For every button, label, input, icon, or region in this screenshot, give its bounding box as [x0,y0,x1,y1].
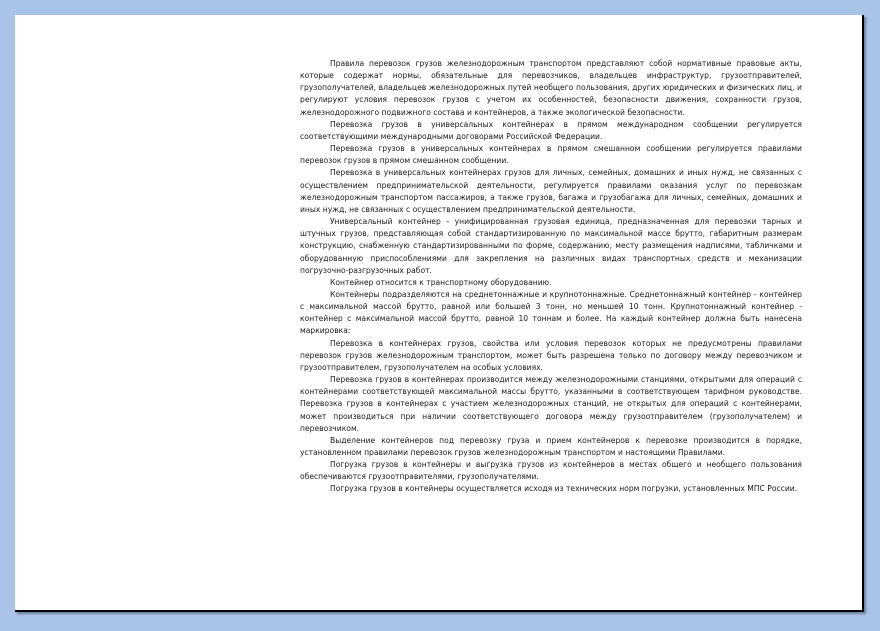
paragraph: Перевозка грузов в контейнерах производится между железнодорожными станциями, открытыми для операций с контейнерами соответствующей максимальной массы брутто, указанными в соответствующем тарифном руководстве. Перевозка грузов в контейнерах с участием железнодорожных станций, не открытых для операций с контейнерами, может производиться при наличии соответствующего договора между грузоотправителем (грузополучателем) и перевозчиком. [300,375,802,433]
paragraph: Универсальный контейнер - унифицированная грузовая единица, предназначенная для перевозки тарных и штучных грузов, представляющая собой стандартизированную по максимальной массе брутто, габаритным размерам конструкцию, снабженную стандартизированными по форме, содержанию, месту размещения надписями, табличками и оборудованную приспособлениями для закрепления на различных видах транспортных средств и механизации погрузочно-разгрузочных работ. [300,217,802,275]
paragraph: Перевозка грузов в универсальных контейнерах в прямом международном сообщении регулируется соответствующими международными договорами Российской Федерации. [300,119,802,141]
document-page [15,15,864,612]
paragraph: Контейнер относится к транспортному оборудованию. [330,277,552,287]
paragraph: Погрузка грузов в контейнеры и выгрузка грузов из контейнеров в местах общего и необщего пользования обеспечиваются грузоотправителями, грузополучателями. [300,460,802,482]
paragraph: Выделение контейнеров под перевозку груза и прием контейнеров к перевозке производится в порядке, установленном правилами перевозок грузов железнодорожным транспортом и настоящими Правилами. [300,435,802,457]
paragraph: Перевозка грузов в универсальных контейнерах в прямом смешанном сообщении регулируется правилами перевозок грузов в прямом смешанном сообщении. [300,144,802,166]
paragraph: Погрузка грузов в контейнеры осуществляется исходя из технических норм погрузки, установленных МПС России. [330,484,798,494]
paragraph: Перевозка в универсальных контейнерах грузов для личных, семейных, домашних и иных нужд, не связанных с осуществлением предпринимательской деятельности, регулируется правилами оказания услуг по перевозкам железнодорожным транспортом пассажиров, а также грузов, багажа и грузобагажа для личных, семейных, домашних и иных нужд, не связанных с осуществлением предпринимательской деятельности. [300,168,802,214]
document-body [300,58,802,496]
paragraph: Контейнеры подразделяются на среднетоннажные и крупнотоннажные. Среднетоннажный контейнер - контейнер с максимальной массой брутто, равной или большей 3 тонн, но меньшей 10 тонн. Крупнотоннажный контейнер - контейнер с максимальной массой брутто, равной 10 тоннам и более. На каждый контейнер должна быть нанесена маркировка: [300,289,802,336]
paragraph: Правила перевозок грузов железнодорожным транспортом представляют собой нормативные правовые акты, которые содержат нормы, обязательные для перевозчиков, владельцев инфраструктур, грузоотправителей, грузополучателей, владельцев железнодорожных путей необщего пользования, других юридических и физических лиц, и регулируют условия перевозок грузов с учетом их особенностей, безопасности движения, сохранности грузов, железнодорожного подвижного состава и контейнеров, а также экологической безопасности. [300,59,802,117]
paragraph: Перевозка в контейнерах грузов, свойства или условия перевозок которых не предусмотрены правилами перевозок грузов железнодорожным транспортом, может быть разрешена только по договору между перевозчиком и грузоотправителем, грузополучателем на особых условиях. [300,338,802,372]
